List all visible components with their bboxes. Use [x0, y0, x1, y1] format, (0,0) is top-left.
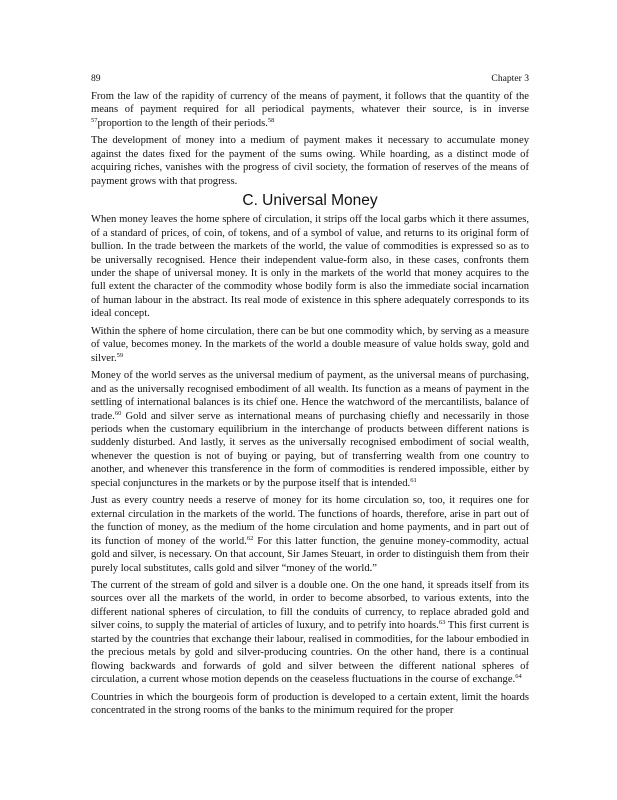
footnote-ref[interactable]: 60	[114, 409, 122, 417]
paragraph-text: For this latter function, the genuine money-commodity, actual gold and silver, is necessary. On that account, Sir James Steuart, in order to distinguish them from their purely local substitutes, calls gold and silver “money of the world.”	[91, 535, 529, 574]
footnote-ref[interactable]: 59	[116, 351, 124, 359]
page-number: 89	[91, 73, 101, 84]
paragraph-8: Countries in which the bourgeois form of production is developed to a certain extent, limit the hoards concentrated in the strong rooms of the banks to the minimum required for the proper	[91, 691, 529, 717]
paragraph-4	[91, 325, 529, 365]
chapter-label: Chapter 3	[491, 73, 529, 84]
paragraph-text: Within the sphere of home circulation, there can be but one commodity which, by serving as a measure of value, becomes money. In the markets of the world a double measure of value holds sway, gold and silver.	[91, 325, 529, 364]
footnote-ref[interactable]: 58	[267, 116, 275, 124]
paragraph-text: From the law of the rapidity of currency of the means of payment, it follows that the quantity of the means of payment required for all periodical payments, whatever their source, is in inverse	[91, 91, 529, 116]
paragraph-5	[91, 369, 529, 490]
document-page	[91, 73, 529, 721]
paragraph-text: Gold and silver serve as international means of purchasing chiefly and necessarily in those periods when the customary equilibrium in the interchange of products between different nations is suddenly disturbed. And lastly, it serves as the universally recognised embodiment of social wealth, whenever the question is not of buying or paying, but of transferring wealth from one country to another, and whenever this transference in the form of commodities is rendered impossible, either by special conjunctures in the markets or by the purpose itself that is intended.	[91, 410, 529, 489]
paragraph-text: This first current is started by the countries that exchange their labour, realised in commodities, for the labour embodied in the precious metals by gold and silver-producing countries. On the other hand, there is a continual flowing backwards and forwards of gold and silver between the different national spheres of circulation, a current whose motion depends on the ceaseless fluctuations in the course of exchange.	[91, 620, 529, 686]
paragraph-3: When money leaves the home sphere of circulation, it strips off the local garbs which it there assumes, of a standard of prices, of coin, of tokens, and of a symbol of value, and returns to its original form of bullion. In the trade between the markets of the world, the value of commodities is expressed so as to be universally recognised. Hence their independent value-form also, in these cases, confronts them under the shape of universal money. It is only in the markets of the world that money acquires to the full extent the character of the commodity whose bodily form is also the immediate social incarnation of human labour in the abstract. Its real mode of existence in this sphere adequately corresponds to its ideal concept.	[91, 214, 529, 320]
paragraph-6	[91, 494, 529, 575]
paragraph-text: Just as every country needs a reserve of money for its home circulation so, too, it requires one for external circulation in the markets of the world. The functions of hoards, therefore, arise in part out of the function of money, as the medium of the home circulation and home payments, and in part out of its function of money of the world.	[91, 495, 529, 547]
running-header	[91, 73, 529, 85]
footnote-ref[interactable]: 62	[246, 534, 254, 542]
paragraph-2: The development of money into a medium of payment makes it necessary to accumulate money against the dates fixed for the payment of the sums owing. While hoarding, as a distinct mode of acquiring riches, vanishes with the progress of civil society, the formation of reserves of the means of payment grows with that progress.	[91, 135, 529, 187]
footnote-ref[interactable]: 57	[91, 116, 98, 124]
footnote-ref[interactable]: 63	[438, 619, 446, 627]
paragraph-1	[91, 90, 529, 130]
paragraph-7	[91, 579, 529, 687]
footnote-ref[interactable]: 64	[515, 673, 522, 681]
section-title: C. Universal Money	[242, 192, 378, 210]
paragraph-text: The current of the stream of gold and silver is a double one. On the one hand, it spreads itself from its sources over all the markets of the world, in order to become absorbed, to various extents, into the different national spheres of circulation, to fill the conduits of currency, to replace abraded gold and silver coins, to supply the material of articles of luxury, and to petrify into hoards.	[91, 579, 529, 632]
footnote-ref[interactable]: 61	[410, 476, 417, 484]
paragraph-text: proportion to the length of their periods.	[97, 117, 268, 129]
paragraph-text: Money of the world serves as the universal medium of payment, as the universal means of purchasing, and as the universally recognised embodiment of all wealth. Its function as a means of payment in the settling of international balances is its chief one. Hence the watchword of the mercantilists, balance of trade.	[91, 370, 529, 422]
